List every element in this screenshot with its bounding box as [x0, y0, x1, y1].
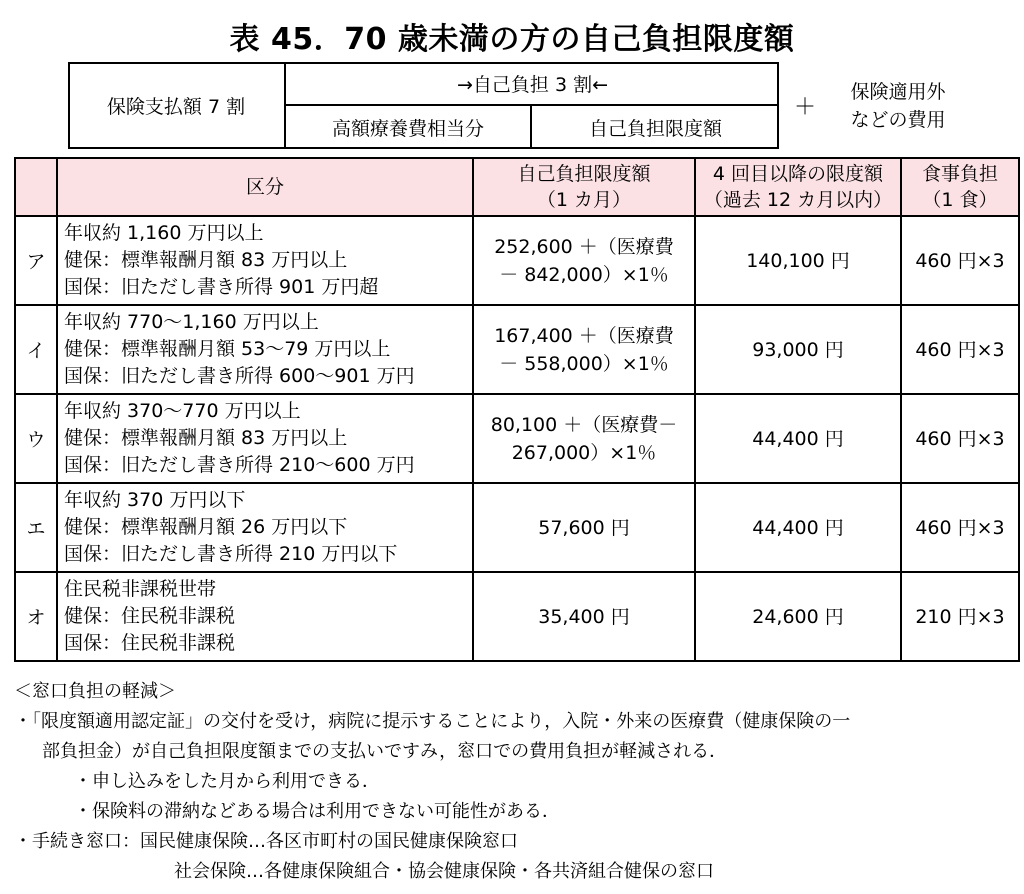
- desc-kokuho: 国保：旧ただし書き所得 901 万円超: [64, 276, 379, 298]
- row-monthly-limit: [473, 394, 695, 483]
- row-description: [57, 572, 473, 661]
- header-limit-line-1: 自己負担限度額: [517, 163, 651, 185]
- row-monthly-limit: 57,600 円: [473, 483, 695, 572]
- header-meal-line-1: 食事負担: [921, 163, 998, 185]
- desc-kokuho: 国保：旧ただし書き所得 600～901 万円: [64, 365, 415, 387]
- desc-kokuho: 国保：旧ただし書き所得 210 万円以下: [64, 543, 398, 565]
- desc-kokuho: 国保：旧ただし書き所得 210～600 万円: [64, 454, 415, 476]
- row-description: [57, 216, 473, 305]
- desc-kenpo: 健保：標準報酬月額 83 万円以上: [64, 249, 348, 271]
- desc-kenpo: 健保：標準報酬月額 53～79 万円以上: [64, 338, 391, 360]
- header-fourth-line-2: （過去 12 カ月以内）: [703, 189, 893, 211]
- notes-section: [14, 677, 1018, 887]
- header-fourth-line-1: 4 回目以降の限度額: [712, 163, 884, 185]
- header-blank: [15, 158, 57, 216]
- excluded-line-2: などの費用: [850, 109, 946, 131]
- row-description: [57, 305, 473, 394]
- header-category: 区分: [57, 158, 473, 216]
- row-category-code: ア: [15, 216, 57, 305]
- limit-line-2: － 558,000）×1％: [499, 352, 669, 375]
- row-category-code: イ: [15, 305, 57, 394]
- table-row: [15, 394, 1019, 483]
- note-line-2: 部負担金）が自己負担限度額までの支払いですみ，窓口での費用負担が軽減される．: [42, 741, 728, 762]
- limit-line-2: 267,000）×1％: [511, 441, 657, 464]
- row-meal-cost: 460 円×3: [901, 216, 1019, 305]
- limit-line-1: 80,100 ＋（医療費－: [490, 413, 678, 436]
- excluded-line-1: 保険適用外: [850, 81, 946, 103]
- limit-line-1: 167,400 ＋（医療費: [494, 324, 674, 347]
- table-row: [15, 305, 1019, 394]
- row-fourth-limit: 44,400 円: [695, 483, 901, 572]
- desc-income: 年収約 1,160 万円以上: [64, 222, 264, 244]
- header-meal: [901, 158, 1019, 216]
- desc-income: 住民税非課税世帯: [64, 578, 217, 600]
- table-row: [15, 216, 1019, 305]
- row-fourth-limit: 140,100 円: [695, 216, 901, 305]
- note-line-5: ・手続き窓口：国民健康保険…各区市町村の国民健康保険窓口: [14, 831, 518, 852]
- self-pay-cell: →自己負担 3 割←: [286, 62, 779, 106]
- row-fourth-limit: 24,600 円: [695, 572, 901, 661]
- table-header-row: [15, 158, 1019, 216]
- desc-kenpo: 健保：標準報酬月額 26 万円以下: [64, 516, 348, 538]
- header-limit-line-2: （1 カ月）: [536, 189, 632, 211]
- row-category-code: エ: [15, 483, 57, 572]
- row-meal-cost: 460 円×3: [901, 394, 1019, 483]
- row-fourth-limit: 44,400 円: [695, 394, 901, 483]
- desc-income: 年収約 770～1,160 万円以上: [64, 311, 319, 333]
- row-category-code: オ: [15, 572, 57, 661]
- row-meal-cost: 210 円×3: [901, 572, 1019, 661]
- desc-income: 年収約 370～770 万円以上: [64, 400, 301, 422]
- table-row: [15, 483, 1019, 572]
- row-category-code: ウ: [15, 394, 57, 483]
- row-fourth-limit: 93,000 円: [695, 305, 901, 394]
- row-description: [57, 394, 473, 483]
- note-line-3: ・申し込みをした月から利用できる．: [74, 771, 380, 792]
- row-monthly-limit: 35,400 円: [473, 572, 695, 661]
- desc-kenpo: 健保：住民税非課税: [64, 605, 236, 627]
- plus-sign: ＋: [793, 95, 816, 120]
- high-cost-cell: 高額療養費相当分: [286, 106, 532, 149]
- row-monthly-limit: [473, 216, 695, 305]
- notes-heading: ＜窓口負担の軽減＞: [14, 681, 176, 702]
- desc-kenpo: 健保：標準報酬月額 83 万円以上: [64, 427, 348, 449]
- insurance-pay-cell: 保険支払額 7 割: [68, 62, 286, 149]
- limit-line-1: 252,600 ＋（医療費: [494, 235, 674, 258]
- header-fourth-limit: [695, 158, 901, 216]
- row-monthly-limit: [473, 305, 695, 394]
- page-title: 表 45．70 歳未満の方の自己負担限度額: [229, 22, 795, 57]
- row-meal-cost: 460 円×3: [901, 305, 1019, 394]
- table-row: [15, 572, 1019, 661]
- note-line-4: ・保険料の滞納などある場合は利用できない可能性がある．: [74, 801, 560, 822]
- limit-line-2: － 842,000）×1％: [499, 263, 669, 286]
- desc-kokuho: 国保：住民税非課税: [64, 632, 236, 654]
- excluded-costs-label: [828, 78, 968, 134]
- note-line-6: 社会保険…各健康保険組合・協会健康保険・各共済組合健保の窓口: [174, 861, 714, 882]
- note-line-1: ・「限度額適用認定証」の交付を受け，病院に提示することにより，入院・外来の医療費（健康保険の一: [14, 711, 851, 732]
- self-limit-cell: 自己負担限度額: [588, 118, 722, 140]
- row-description: [57, 483, 473, 572]
- row-meal-cost: 460 円×3: [901, 483, 1019, 572]
- header-monthly-limit: [473, 158, 695, 216]
- limit-table: [14, 157, 1020, 662]
- header-meal-line-2: （1 食）: [922, 189, 998, 211]
- desc-income: 年収約 370 万円以下: [64, 489, 246, 511]
